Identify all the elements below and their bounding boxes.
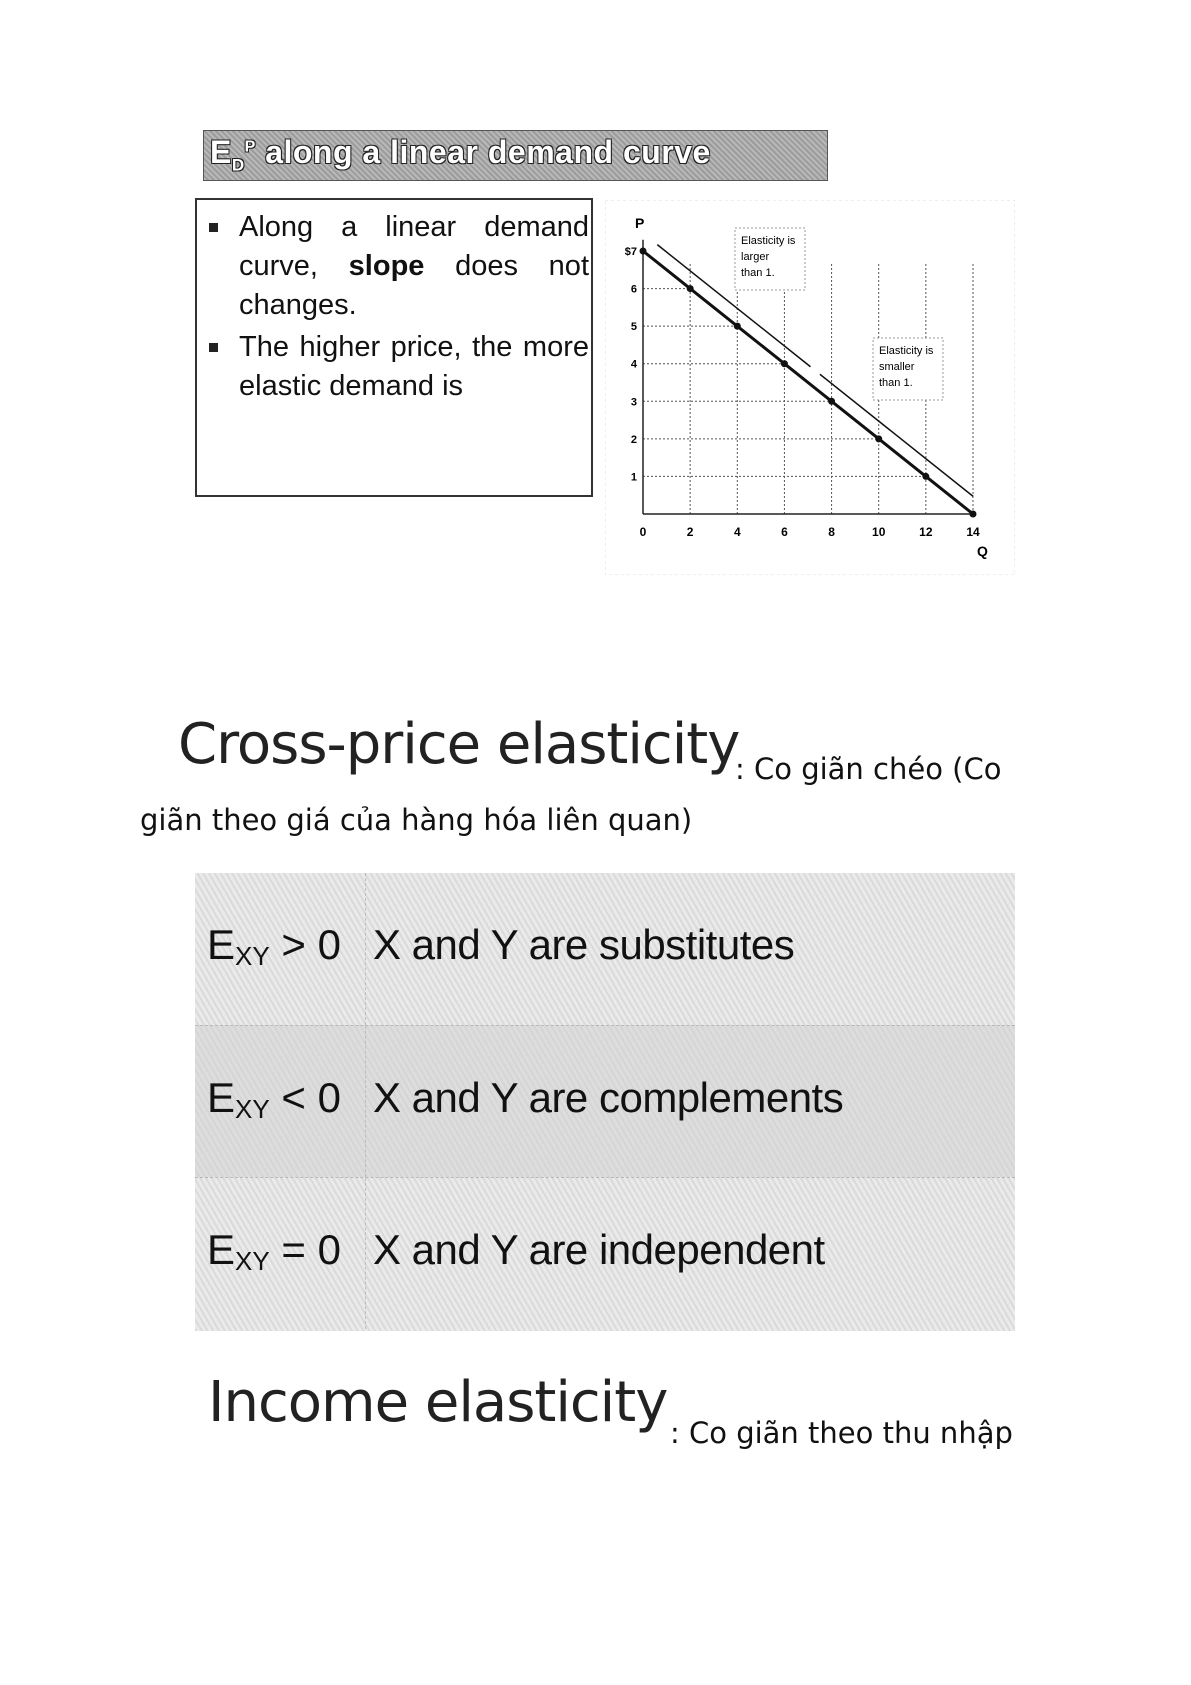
y-tick-label: $7: [624, 246, 637, 258]
x-tick-label: 6: [781, 525, 788, 539]
slide-title-bar: [203, 130, 828, 181]
annotation-text: Elasticity is: [741, 235, 796, 247]
data-point: [970, 511, 977, 518]
table-row: [195, 1025, 1015, 1177]
x-tick-label: 8: [828, 525, 835, 539]
cross-price-note-line1: : Co giãn chéo (Co: [735, 752, 1002, 786]
elasticity-condition: $E_{XY} < 0$: [207, 1074, 341, 1124]
table-row: [195, 873, 1015, 1025]
y-tick-label: 5: [630, 321, 637, 334]
x-axis-label: Q: [977, 543, 988, 559]
relationship-description: X and Y are independent: [373, 1226, 825, 1273]
y-tick-label: 4: [630, 358, 637, 371]
square-bullet-icon: [209, 343, 218, 352]
elasticity-condition: $E_{XY} = 0$: [207, 1226, 341, 1276]
relationship-description: X and Y are complements: [373, 1074, 844, 1121]
cross-price-heading: Cross-price elasticity: [178, 712, 740, 777]
y-tick-label: 1: [630, 471, 637, 484]
x-tick-label: 12: [919, 525, 933, 539]
x-tick-label: 0: [639, 525, 647, 539]
bullet-box: [195, 198, 593, 497]
chart-frame: [605, 200, 1015, 575]
x-tick-label: 10: [872, 525, 886, 539]
column-divider: [365, 1026, 366, 1177]
cross-price-note-line2: giãn theo giá của hàng hóa liên quan): [140, 803, 693, 837]
column-divider: [365, 1178, 366, 1329]
column-divider: [365, 873, 366, 1025]
bullet-text: The higher price, the more elastic demand is: [239, 331, 589, 402]
table-row: [195, 1177, 1015, 1329]
cross-price-table: [195, 873, 1015, 1331]
income-note: : Co giãn theo thu nhập: [670, 1416, 1013, 1450]
slide-title: $E_D^P$ along a linear demand curve: [210, 134, 711, 175]
x-tick-label: 2: [686, 525, 694, 539]
bullet-text: Along a linear demand curve, slope does not changes.: [239, 211, 589, 321]
data-point: [922, 473, 929, 480]
annotation-text: smaller: [879, 361, 915, 373]
relationship-description: X and Y are substitutes: [373, 921, 795, 968]
annotation-text: than 1.: [879, 377, 913, 389]
y-tick-label: 2: [630, 433, 637, 446]
data-point: [875, 435, 882, 442]
data-point: [640, 248, 647, 255]
data-point: [734, 323, 741, 330]
square-bullet-icon: [209, 223, 218, 232]
annotation-text: larger: [741, 251, 770, 263]
x-tick-label: 14: [966, 525, 980, 539]
x-tick-label: 4: [733, 525, 741, 539]
y-axis-label: P: [635, 215, 645, 231]
annotation-text: than 1.: [741, 267, 775, 279]
y-tick-label: 6: [630, 283, 637, 296]
data-point: [828, 398, 835, 405]
data-point: [687, 285, 694, 292]
demand-curve-chart: [605, 200, 1015, 575]
y-tick-label: 3: [630, 396, 637, 409]
income-heading: Income elasticity: [208, 1370, 668, 1435]
elasticity-condition: $E_{XY} > 0$: [207, 921, 341, 971]
data-point: [781, 360, 788, 367]
annotation-text: Elasticity is: [879, 345, 934, 357]
